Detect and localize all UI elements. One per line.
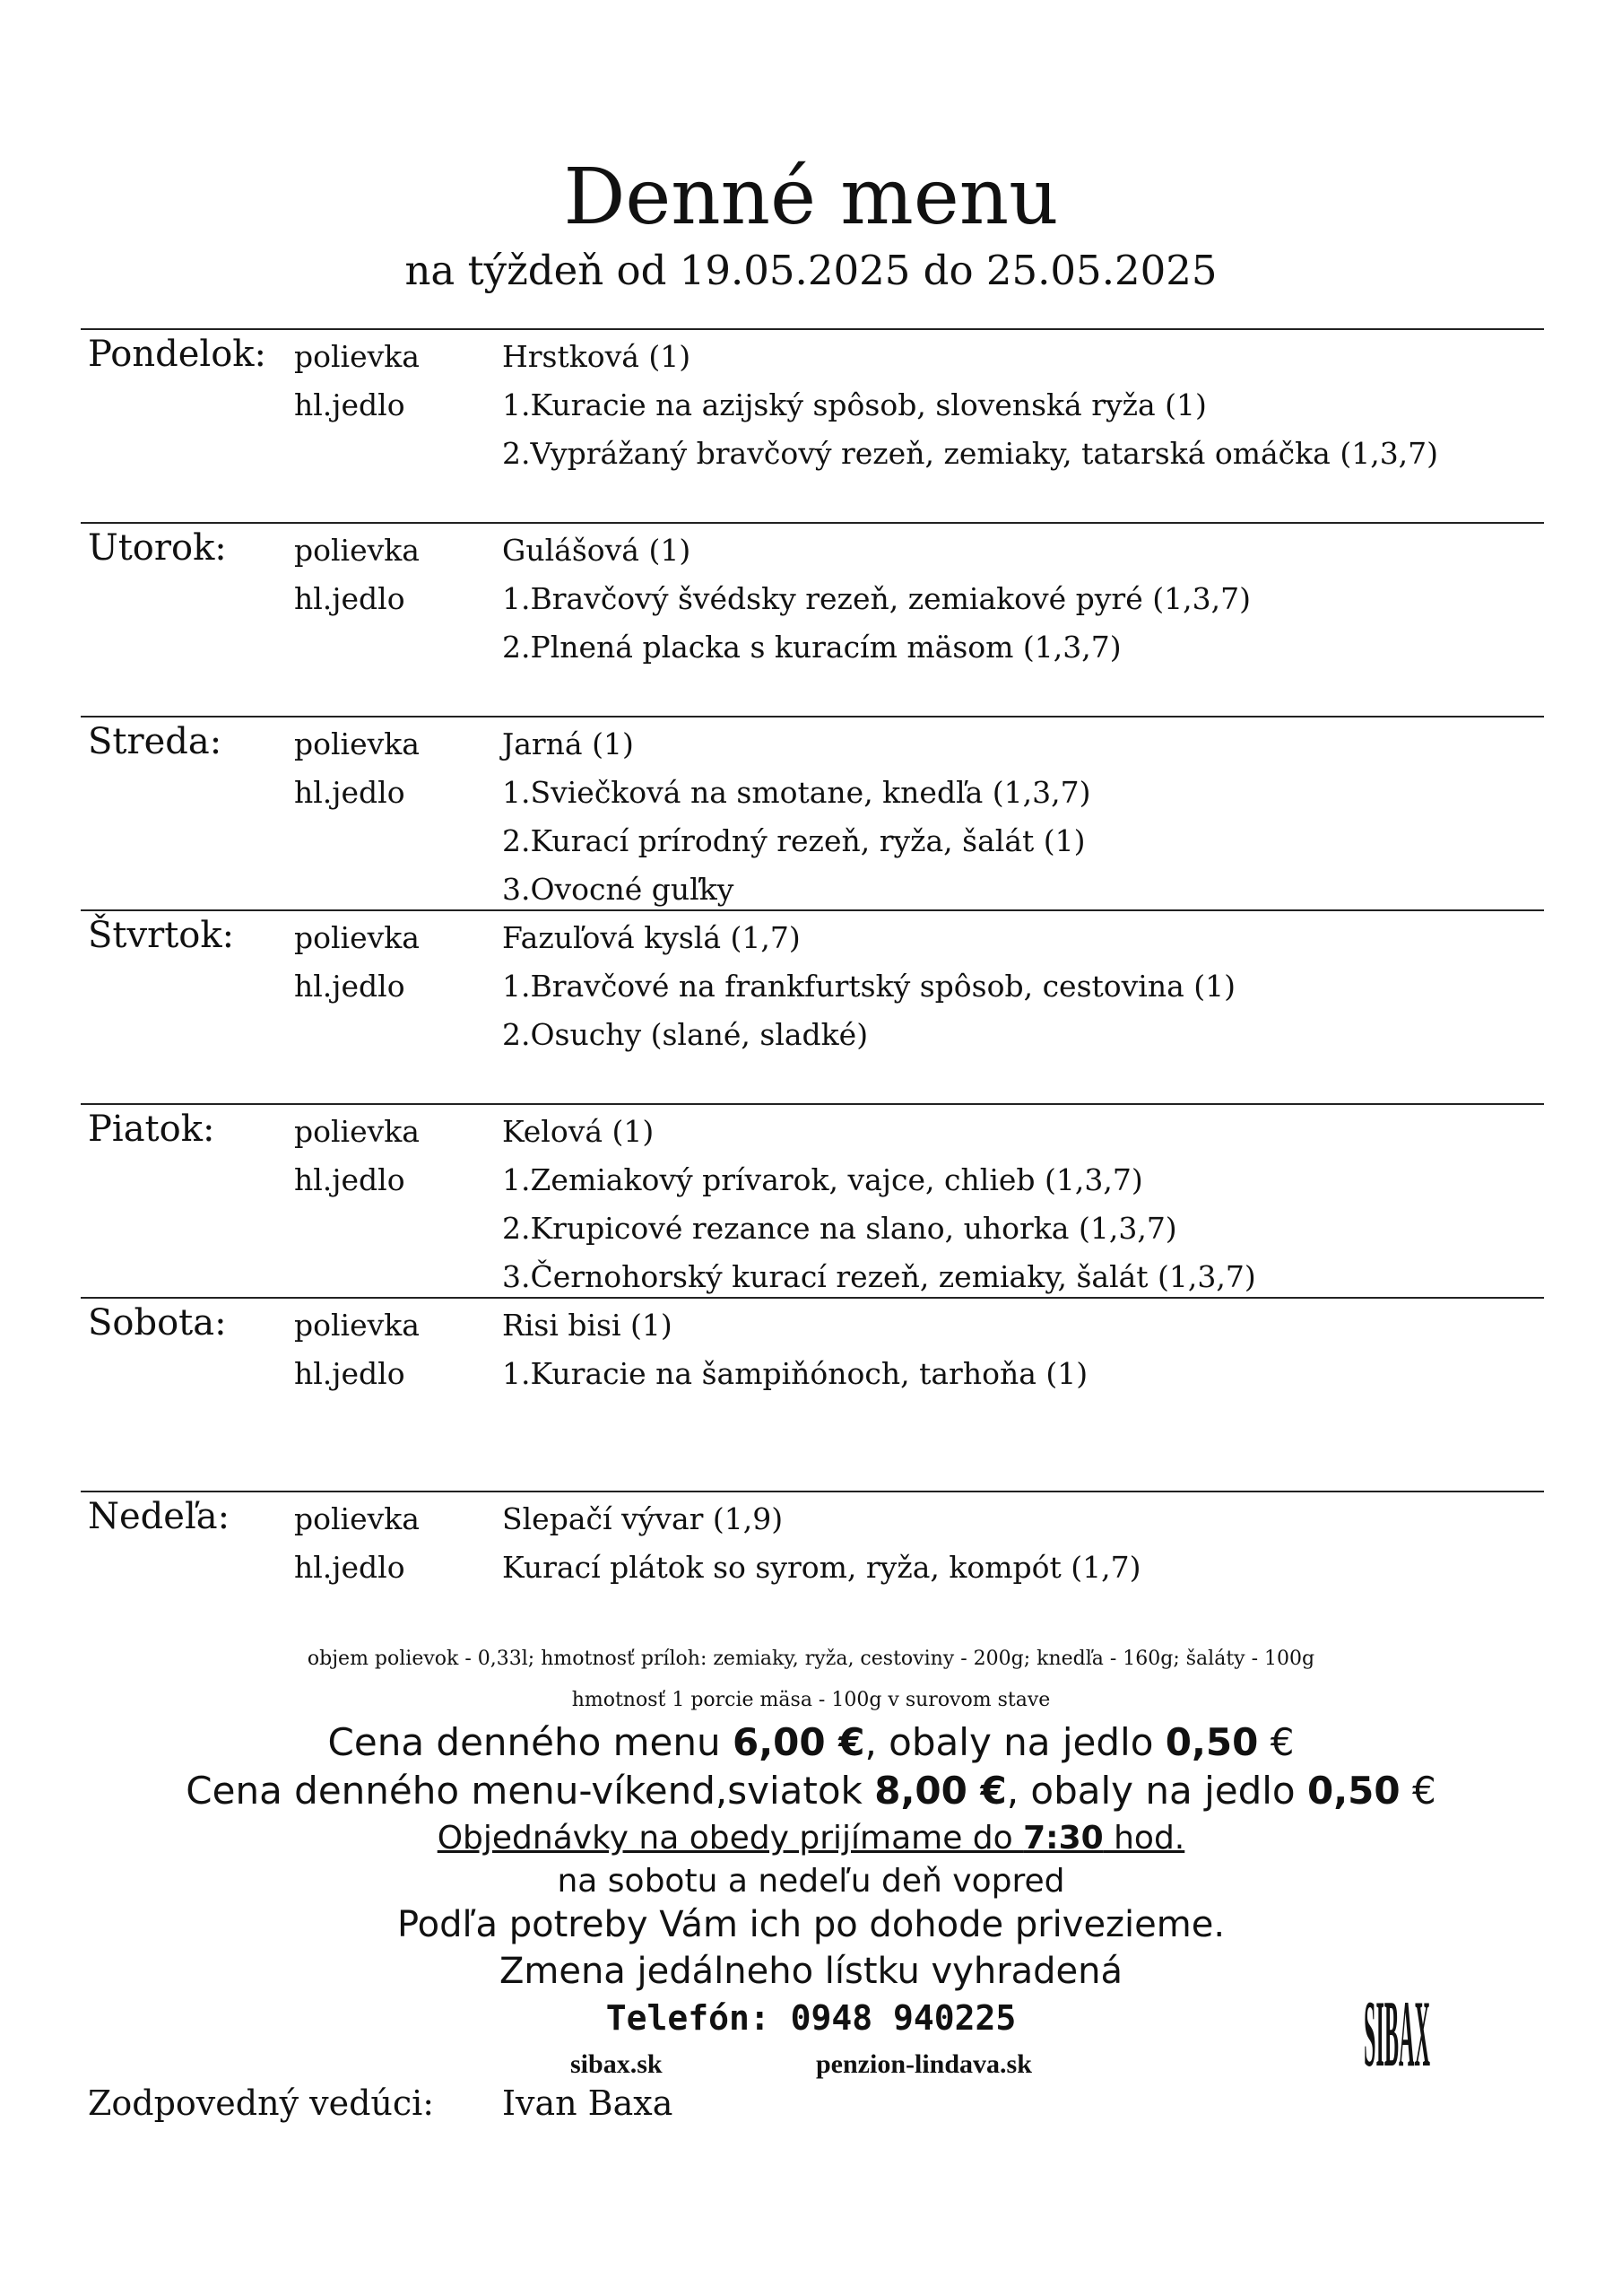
website-penzion[interactable]: penzion-lindava.sk	[816, 2049, 1032, 2079]
day-name: Pondelok:	[88, 334, 267, 375]
soup-label: polievka	[294, 1501, 420, 1536]
menu-change-note: Zmena jedálneho lístku vyhradená	[499, 1951, 1123, 1992]
phone-number: Telefón: 0948 940225	[605, 1998, 1017, 2038]
separator	[81, 909, 1544, 911]
main-dish: 3.Černohorský kurací rezeň, zemiaky, šalát (1,3,7)	[502, 1259, 1256, 1294]
main-label: hl.jedlo	[294, 1356, 405, 1391]
main-label: hl.jedlo	[294, 387, 405, 422]
day-name: Utorok:	[88, 527, 227, 569]
day-name: Štvrtok:	[88, 915, 235, 956]
week-range: na týždeň od 19.05.2025 do 25.05.2025	[404, 247, 1218, 294]
day-name: Sobota:	[88, 1302, 227, 1344]
main-dish: 2.Krupicové rezance na slano, uhorka (1,3,7)	[502, 1211, 1177, 1246]
main-dish: 2.Vyprážaný bravčový rezeň, zemiaky, tatarská omáčka (1,3,7)	[502, 436, 1439, 471]
price-text: €	[1258, 1720, 1295, 1764]
order-text: hod.	[1103, 1820, 1185, 1857]
separator	[81, 1491, 1544, 1492]
main-label: hl.jedlo	[294, 1162, 405, 1197]
soup-dish: Fazuľová kyslá (1,7)	[502, 920, 801, 955]
main-dish: 3.Ovocné guľky	[502, 872, 734, 907]
separator	[81, 522, 1544, 524]
weekday-price-line	[0, 1718, 1622, 1767]
separator	[81, 1103, 1544, 1105]
weekday-pack-price: 0,50	[1165, 1720, 1259, 1764]
responsible-name: Ivan Baxa	[502, 2083, 673, 2123]
main-dish: 2.Plnená placka s kuracím mäsom (1,3,7)	[502, 630, 1122, 665]
main-label: hl.jedlo	[294, 775, 405, 810]
delivery-note: Podľa potreby Vám ich po dohode privezieme.	[396, 1904, 1226, 1945]
soup-dish: Hrstková (1)	[502, 339, 691, 374]
price-text: , obaly na jedlo	[1006, 1769, 1307, 1813]
order-time: 7:30	[1023, 1820, 1104, 1857]
order-text: Objednávky na obedy prijímame do	[437, 1820, 1024, 1857]
sibax-logo	[1352, 1977, 1442, 2111]
main-label: hl.jedlo	[294, 581, 405, 616]
main-label: hl.jedlo	[294, 969, 405, 1004]
soup-label: polievka	[294, 1114, 420, 1149]
soup-label: polievka	[294, 726, 420, 761]
soup-label: polievka	[294, 533, 420, 568]
logo-text: SIBAX	[1364, 1981, 1430, 2087]
weekend-price: 8,00 €	[874, 1769, 1007, 1813]
soup-dish: Gulášová (1)	[502, 533, 691, 568]
main-dish: 1.Bravčový švédsky rezeň, zemiakové pyré (1,3,7)	[502, 581, 1251, 616]
main-dish: Kurací plátok so syrom, ryža, kompót (1,7)	[502, 1550, 1141, 1585]
main-dish: 1.Bravčové na frankfurtský spôsob, cestovina (1)	[502, 969, 1236, 1004]
soup-dish: Kelová (1)	[502, 1114, 655, 1149]
soup-label: polievka	[294, 1308, 420, 1343]
soup-label: polievka	[294, 339, 420, 374]
main-label: hl.jedlo	[294, 1550, 405, 1585]
soup-dish: Jarná (1)	[502, 726, 634, 761]
website-sibax[interactable]: sibax.sk	[570, 2049, 663, 2079]
separator	[81, 716, 1544, 718]
main-dish: 2.Osuchy (slané, sladké)	[502, 1017, 869, 1052]
weekend-pack-price: 0,50	[1306, 1769, 1401, 1813]
day-name: Nedeľa:	[88, 1496, 230, 1537]
portion-note: objem polievok - 0,33l; hmotnosť príloh: zemiaky, ryža, cestoviny - 200g; knedľa - 160g; šaláty - 100g	[307, 1648, 1315, 1670]
responsible-label: Zodpovedný vedúci:	[88, 2083, 435, 2123]
order-deadline	[0, 1815, 1622, 1862]
price-text: , obaly na jedlo	[864, 1720, 1166, 1764]
separator	[81, 328, 1544, 330]
page-title: Denné menu	[563, 152, 1059, 242]
main-dish: 1.Kuracie na šampiňónoch, tarhoňa (1)	[502, 1356, 1089, 1391]
weekend-price-line	[0, 1767, 1622, 1815]
weekend-order-note: na sobotu a nedeľu deň vopred	[557, 1863, 1065, 1900]
main-dish: 1.Sviečková na smotane, knedľa (1,3,7)	[502, 775, 1091, 810]
meat-note: hmotnosť 1 porcie mäsa - 100g v surovom stave	[571, 1689, 1051, 1711]
main-dish: 2.Kurací prírodný rezeň, ryža, šalát (1)	[502, 823, 1086, 858]
soup-dish: Slepačí vývar (1,9)	[502, 1501, 784, 1536]
soup-label: polievka	[294, 920, 420, 955]
price-text: €	[1400, 1769, 1436, 1813]
day-name: Streda:	[88, 721, 222, 762]
day-name: Piatok:	[88, 1109, 215, 1150]
price-text: Cena denného menu	[327, 1720, 733, 1764]
weekday-price: 6,00 €	[733, 1720, 865, 1764]
main-dish: 1.Zemiakový prívarok, vajce, chlieb (1,3,7)	[502, 1162, 1143, 1197]
soup-dish: Risi bisi (1)	[502, 1308, 672, 1343]
main-dish: 1.Kuracie na azijský spôsob, slovenská ryža (1)	[502, 387, 1207, 422]
price-text: Cena denného menu-víkend,sviatok	[186, 1769, 875, 1813]
